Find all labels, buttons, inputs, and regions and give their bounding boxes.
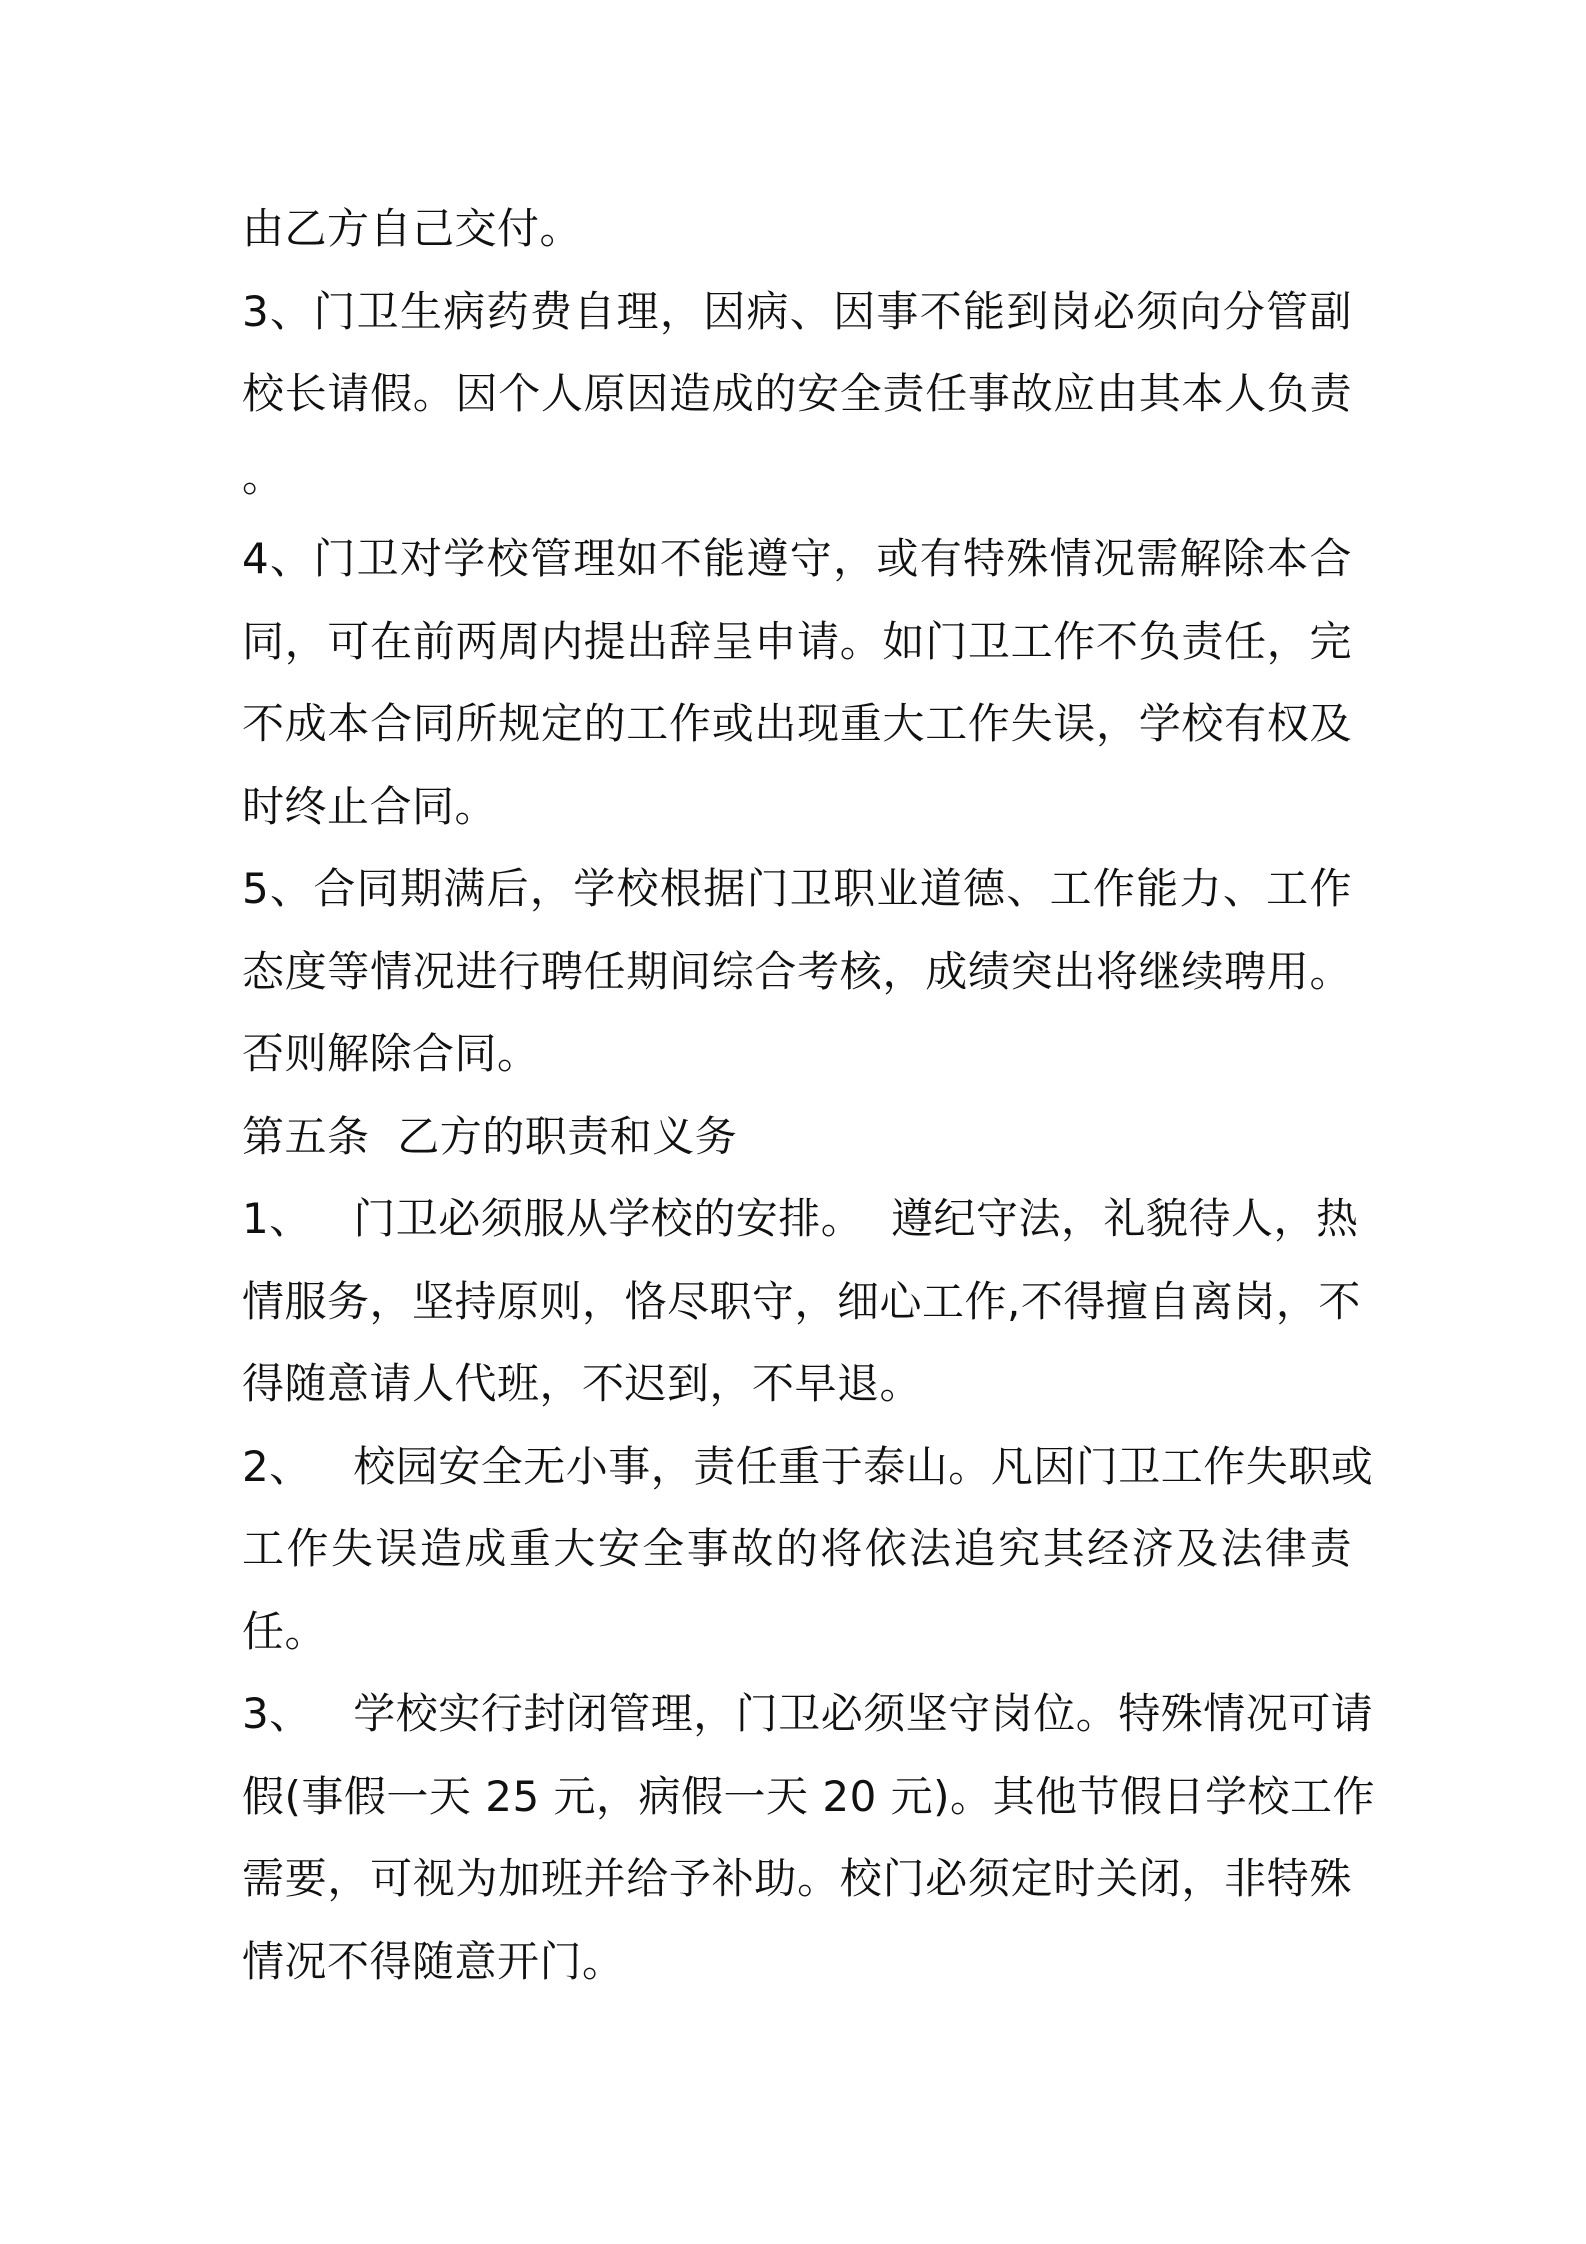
text-line: 时终止合同。 (242, 781, 498, 831)
text-line: 情况不得随意开门。 (242, 1936, 625, 1986)
text-line: 3、门卫生病药费自理，因病、因事不能到岗必须向分管副 (242, 286, 1352, 336)
text-line: 态度等情况进行聘任期间综合考核，成绩突出将继续聘用。 (242, 946, 1352, 996)
text-line: 由乙方自己交付。 (242, 204, 583, 253)
text-line: 否则解除合同。 (242, 1029, 540, 1078)
text-line: 得随意请人代班，不迟到，不早退。 (242, 1359, 923, 1408)
document-body (242, 188, 1376, 2003)
text-line: 情服务，坚持原则，恪尽职守，细心工作,不得擅自离岗，不 (242, 1276, 1361, 1326)
text-line: 工作失误造成重大安全事故的将依法追究其经济及法律责 (242, 1524, 1352, 1573)
section-heading: 第五条 乙方的职责和义务 (242, 1111, 738, 1161)
text-line: 4、门卫对学校管理如不能遵守，或有特殊情况需解除本合 (242, 534, 1352, 583)
text-line: 3、 学校实行封闭管理，门卫必须坚守岗位。特殊情况可请 (242, 1689, 1374, 1738)
text-line: 不成本合同所规定的工作或出现重大工作失误，学校有权及 (242, 699, 1352, 748)
text-line: 5、合同期满后，学校根据门卫职业道德、工作能力、工作 (242, 864, 1352, 913)
text-line: 任。 (242, 1606, 328, 1656)
text-line: 。 (242, 451, 285, 501)
text-line: 假(事假一天 25 元，病假一天 20 元)。其他节假日学校工作 (242, 1771, 1376, 1821)
text-line: 需要，可视为加班并给予补助。校门必须定时关闭，非特殊 (242, 1854, 1352, 1903)
text-line: 2、 校园安全无小事，责任重于泰山。凡因门卫工作失职或 (242, 1441, 1374, 1491)
text-line: 同，可在前两周内提出辞呈申请。如门卫工作不负责任，完 (242, 616, 1352, 666)
text-line: 校长请假。因个人原因造成的安全责任事故应由其本人负责 (242, 369, 1352, 418)
text-line: 1、 门卫必须服从学校的安排。 遵纪守法，礼貌待人，热 (242, 1194, 1359, 1243)
